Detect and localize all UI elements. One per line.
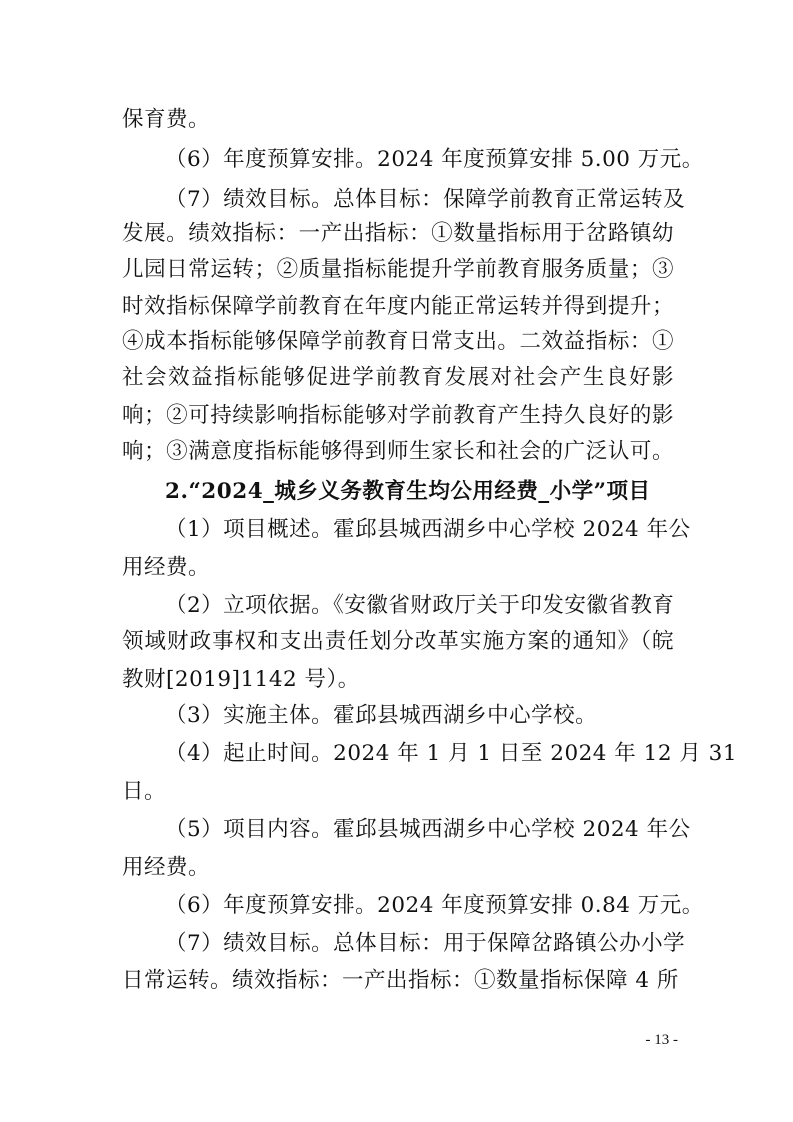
text-line: 用经费。 <box>122 855 211 880</box>
text-line: （4）起止时间。2024 年 1 月 1 日至 2024 年 12 月 31 <box>165 741 738 766</box>
text-line: 教财[2019]1142 号）。 <box>122 667 360 692</box>
text-line: 发展。绩效指标：一产出指标：①数量指标用于岔路镇幼 <box>122 221 674 246</box>
text-line: 日常运转。绩效指标：一产出指标：①数量指标保障 4 所 <box>122 968 679 993</box>
text-line: （7）绩效目标。总体目标：保障学前教育正常运转及 <box>165 187 686 212</box>
text-line: 领域财政事权和支出责任划分改革实施方案的通知》（皖 <box>122 629 674 654</box>
section-heading: 2.“2024_城乡义务教育生均公用经费_小学”项目 <box>165 479 651 504</box>
text-line: （2）立项依据。《安徽省财政厅关于印发安徽省教育 <box>165 593 675 618</box>
text-line: （7）绩效目标。总体目标：用于保障岔路镇公办小学 <box>165 931 686 956</box>
text-line: （1）项目概述。霍邱县城西湖乡中心学校 2024 年公 <box>165 517 691 542</box>
text-line: 保育费。 <box>122 107 211 132</box>
text-line: 响；③满意度指标能够得到师生家长和社会的广泛认可。 <box>122 439 674 464</box>
text-line: 日。 <box>122 779 167 804</box>
text-line: （3）实施主体。霍邱县城西湖乡中心学校。 <box>165 703 598 728</box>
text-line: （6）年度预算安排。2024 年度预算安排 0.84 万元。 <box>165 893 704 918</box>
text-line: 用经费。 <box>122 555 211 580</box>
text-line: 社会效益指标能够促进学前教育发展对社会产生良好影 <box>122 365 674 390</box>
text-line: 儿园日常运转；②质量指标能提升学前教育服务质量；③ <box>122 257 674 282</box>
page-number: - 13 - <box>645 1032 678 1048</box>
text-line: 响；②可持续影响指标能够对学前教育产生持久良好的影 <box>122 403 674 428</box>
text-line: ④成本指标能够保障学前教育日常支出。二效益指标：① <box>122 329 674 354</box>
text-line: （5）项目内容。霍邱县城西湖乡中心学校 2024 年公 <box>165 817 691 842</box>
text-line: 时效指标保障学前教育在年度内能正常运转并得到提升； <box>122 294 674 319</box>
text-line: （6）年度预算安排。2024 年度预算安排 5.00 万元。 <box>165 147 704 172</box>
